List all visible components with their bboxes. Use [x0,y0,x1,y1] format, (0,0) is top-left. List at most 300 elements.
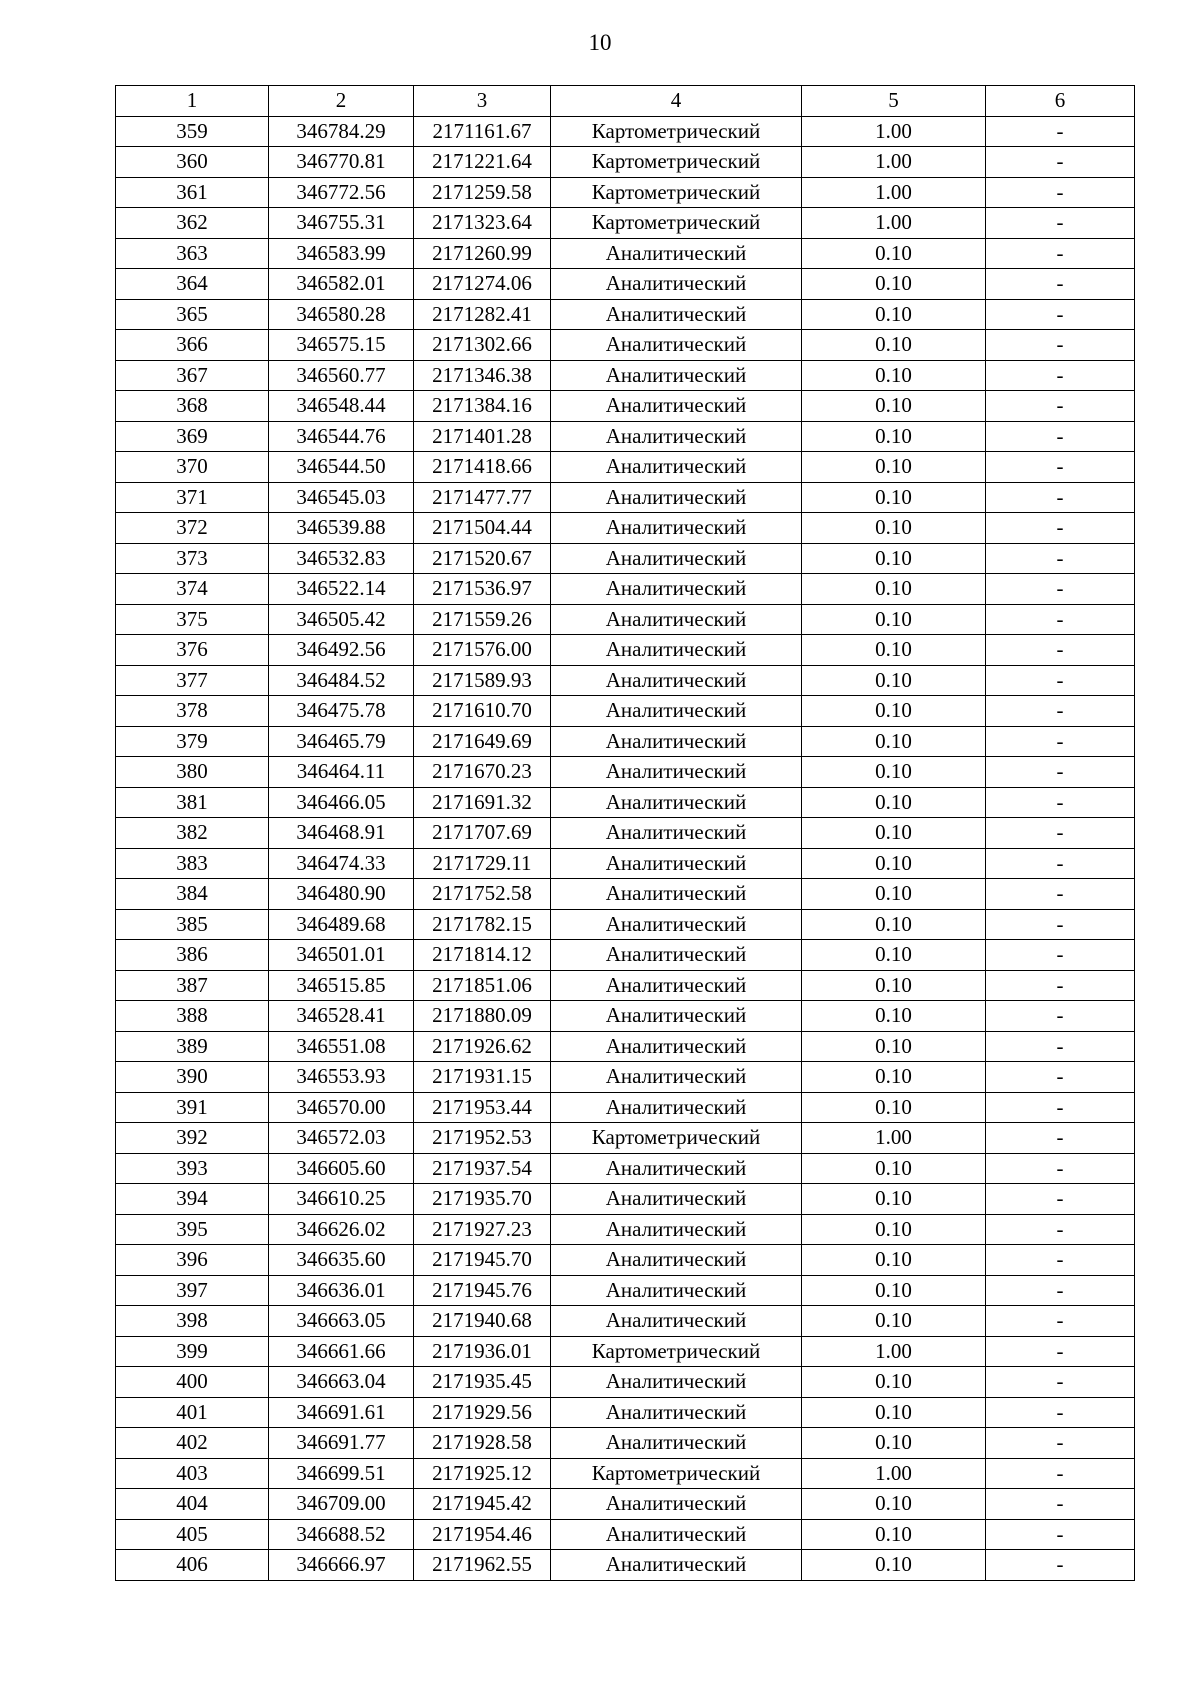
note-cell: - [986,909,1135,940]
method-cell: Аналитический [551,1275,802,1306]
table-row [116,1489,1135,1520]
x-coordinate-cell: 346551.08 [269,1031,414,1062]
x-coordinate-cell: 346522.14 [269,574,414,605]
point-number-cell: 378 [116,696,269,727]
x-coordinate-cell: 346770.81 [269,147,414,178]
y-coordinate-cell: 2171670.23 [414,757,551,788]
method-cell: Аналитический [551,1062,802,1093]
method-cell: Аналитический [551,330,802,361]
x-coordinate-cell: 346572.03 [269,1123,414,1154]
y-coordinate-cell: 2171935.45 [414,1367,551,1398]
x-coordinate-cell: 346544.50 [269,452,414,483]
x-coordinate-cell: 346570.00 [269,1092,414,1123]
x-coordinate-cell: 346545.03 [269,482,414,513]
method-cell: Аналитический [551,757,802,788]
note-cell: - [986,238,1135,269]
table-row [116,330,1135,361]
note-cell: - [986,787,1135,818]
note-cell: - [986,604,1135,635]
method-cell: Аналитический [551,269,802,300]
note-cell: - [986,1336,1135,1367]
method-cell: Аналитический [551,1184,802,1215]
accuracy-cell: 0.10 [802,1367,986,1398]
accuracy-cell: 1.00 [802,1336,986,1367]
table-row [116,787,1135,818]
accuracy-cell: 0.10 [802,1245,986,1276]
accuracy-cell: 0.10 [802,421,986,452]
header-cell: 3 [414,86,551,117]
x-coordinate-cell: 346492.56 [269,635,414,666]
y-coordinate-cell: 2171962.55 [414,1550,551,1581]
point-number-cell: 386 [116,940,269,971]
point-number-cell: 395 [116,1214,269,1245]
accuracy-cell: 1.00 [802,1123,986,1154]
table-row [116,238,1135,269]
y-coordinate-cell: 2171520.67 [414,543,551,574]
point-number-cell: 367 [116,360,269,391]
table-row [116,360,1135,391]
x-coordinate-cell: 346548.44 [269,391,414,422]
method-cell: Картометрический [551,1458,802,1489]
accuracy-cell: 0.10 [802,360,986,391]
point-number-cell: 385 [116,909,269,940]
y-coordinate-cell: 2171929.56 [414,1397,551,1428]
header-cell: 4 [551,86,802,117]
x-coordinate-cell: 346465.79 [269,726,414,757]
y-coordinate-cell: 2171707.69 [414,818,551,849]
note-cell: - [986,818,1135,849]
y-coordinate-cell: 2171729.11 [414,848,551,879]
y-coordinate-cell: 2171610.70 [414,696,551,727]
point-number-cell: 406 [116,1550,269,1581]
method-cell: Аналитический [551,1489,802,1520]
table-row [116,696,1135,727]
header-cell: 1 [116,86,269,117]
point-number-cell: 362 [116,208,269,239]
y-coordinate-cell: 2171945.42 [414,1489,551,1520]
x-coordinate-cell: 346539.88 [269,513,414,544]
table-row [116,1123,1135,1154]
method-cell: Аналитический [551,543,802,574]
point-number-cell: 392 [116,1123,269,1154]
table-row [116,421,1135,452]
y-coordinate-cell: 2171691.32 [414,787,551,818]
y-coordinate-cell: 2171814.12 [414,940,551,971]
accuracy-cell: 0.10 [802,787,986,818]
accuracy-cell: 0.10 [802,1275,986,1306]
x-coordinate-cell: 346663.05 [269,1306,414,1337]
y-coordinate-cell: 2171589.93 [414,665,551,696]
table-header [116,86,1135,117]
point-number-cell: 391 [116,1092,269,1123]
method-cell: Картометрический [551,1336,802,1367]
note-cell: - [986,1367,1135,1398]
note-cell: - [986,360,1135,391]
x-coordinate-cell: 346661.66 [269,1336,414,1367]
accuracy-cell: 0.10 [802,299,986,330]
y-coordinate-cell: 2171384.16 [414,391,551,422]
note-cell: - [986,269,1135,300]
note-cell: - [986,1153,1135,1184]
method-cell: Аналитический [551,574,802,605]
method-cell: Аналитический [551,1153,802,1184]
accuracy-cell: 0.10 [802,757,986,788]
table-row [116,635,1135,666]
y-coordinate-cell: 2171282.41 [414,299,551,330]
x-coordinate-cell: 346480.90 [269,879,414,910]
point-number-cell: 377 [116,665,269,696]
x-coordinate-cell: 346691.77 [269,1428,414,1459]
x-coordinate-cell: 346464.11 [269,757,414,788]
method-cell: Аналитический [551,635,802,666]
table-row [116,604,1135,635]
header-cell: 5 [802,86,986,117]
accuracy-cell: 0.10 [802,1428,986,1459]
x-coordinate-cell: 346484.52 [269,665,414,696]
note-cell: - [986,726,1135,757]
x-coordinate-cell: 346505.42 [269,604,414,635]
note-cell: - [986,1458,1135,1489]
accuracy-cell: 0.10 [802,1489,986,1520]
header-row [116,86,1135,117]
note-cell: - [986,970,1135,1001]
x-coordinate-cell: 346474.33 [269,848,414,879]
method-cell: Аналитический [551,391,802,422]
note-cell: - [986,391,1135,422]
method-cell: Картометрический [551,147,802,178]
y-coordinate-cell: 2171952.53 [414,1123,551,1154]
y-coordinate-cell: 2171936.01 [414,1336,551,1367]
y-coordinate-cell: 2171925.12 [414,1458,551,1489]
note-cell: - [986,1489,1135,1520]
accuracy-cell: 0.10 [802,1519,986,1550]
accuracy-cell: 0.10 [802,848,986,879]
y-coordinate-cell: 2171504.44 [414,513,551,544]
note-cell: - [986,1519,1135,1550]
method-cell: Аналитический [551,665,802,696]
table-row [116,574,1135,605]
point-number-cell: 383 [116,848,269,879]
y-coordinate-cell: 2171937.54 [414,1153,551,1184]
table-row [116,482,1135,513]
table-row [116,147,1135,178]
y-coordinate-cell: 2171880.09 [414,1001,551,1032]
method-cell: Аналитический [551,1397,802,1428]
note-cell: - [986,940,1135,971]
x-coordinate-cell: 346468.91 [269,818,414,849]
point-number-cell: 374 [116,574,269,605]
coordinates-table [115,85,1135,1581]
table-row [116,513,1135,544]
y-coordinate-cell: 2171945.76 [414,1275,551,1306]
x-coordinate-cell: 346553.93 [269,1062,414,1093]
x-coordinate-cell: 346560.77 [269,360,414,391]
x-coordinate-cell: 346532.83 [269,543,414,574]
y-coordinate-cell: 2171302.66 [414,330,551,361]
accuracy-cell: 0.10 [802,1214,986,1245]
point-number-cell: 368 [116,391,269,422]
accuracy-cell: 0.10 [802,391,986,422]
x-coordinate-cell: 346583.99 [269,238,414,269]
point-number-cell: 402 [116,1428,269,1459]
method-cell: Аналитический [551,1031,802,1062]
note-cell: - [986,482,1135,513]
point-number-cell: 363 [116,238,269,269]
x-coordinate-cell: 346691.61 [269,1397,414,1428]
accuracy-cell: 0.10 [802,1397,986,1428]
x-coordinate-cell: 346666.97 [269,1550,414,1581]
method-cell: Аналитический [551,848,802,879]
note-cell: - [986,1184,1135,1215]
y-coordinate-cell: 2171259.58 [414,177,551,208]
table-row [116,1275,1135,1306]
page-number: 10 [588,30,612,55]
accuracy-cell: 0.10 [802,1092,986,1123]
method-cell: Картометрический [551,1123,802,1154]
x-coordinate-cell: 346784.29 [269,116,414,147]
method-cell: Аналитический [551,1550,802,1581]
method-cell: Аналитический [551,299,802,330]
x-coordinate-cell: 346772.56 [269,177,414,208]
point-number-cell: 380 [116,757,269,788]
x-coordinate-cell: 346580.28 [269,299,414,330]
point-number-cell: 375 [116,604,269,635]
note-cell: - [986,574,1135,605]
header-cell: 2 [269,86,414,117]
method-cell: Аналитический [551,238,802,269]
point-number-cell: 372 [116,513,269,544]
x-coordinate-cell: 346605.60 [269,1153,414,1184]
method-cell: Аналитический [551,360,802,391]
note-cell: - [986,1214,1135,1245]
y-coordinate-cell: 2171928.58 [414,1428,551,1459]
point-number-cell: 405 [116,1519,269,1550]
table-row [116,1153,1135,1184]
point-number-cell: 364 [116,269,269,300]
accuracy-cell: 0.10 [802,1001,986,1032]
method-cell: Аналитический [551,940,802,971]
table-row [116,1031,1135,1062]
point-number-cell: 381 [116,787,269,818]
point-number-cell: 382 [116,818,269,849]
table-row [116,970,1135,1001]
note-cell: - [986,635,1135,666]
point-number-cell: 376 [116,635,269,666]
point-number-cell: 387 [116,970,269,1001]
method-cell: Аналитический [551,1214,802,1245]
note-cell: - [986,116,1135,147]
method-cell: Картометрический [551,208,802,239]
point-number-cell: 360 [116,147,269,178]
y-coordinate-cell: 2171260.99 [414,238,551,269]
note-cell: - [986,1245,1135,1276]
y-coordinate-cell: 2171536.97 [414,574,551,605]
method-cell: Аналитический [551,1092,802,1123]
y-coordinate-cell: 2171161.67 [414,116,551,147]
table-row [116,1367,1135,1398]
note-cell: - [986,1397,1135,1428]
y-coordinate-cell: 2171221.64 [414,147,551,178]
x-coordinate-cell: 346699.51 [269,1458,414,1489]
y-coordinate-cell: 2171274.06 [414,269,551,300]
point-number-cell: 388 [116,1001,269,1032]
accuracy-cell: 0.10 [802,909,986,940]
accuracy-cell: 0.10 [802,726,986,757]
method-cell: Аналитический [551,513,802,544]
point-number-cell: 370 [116,452,269,483]
point-number-cell: 390 [116,1062,269,1093]
y-coordinate-cell: 2171935.70 [414,1184,551,1215]
x-coordinate-cell: 346635.60 [269,1245,414,1276]
table-row [116,1184,1135,1215]
method-cell: Аналитический [551,696,802,727]
method-cell: Аналитический [551,452,802,483]
method-cell: Аналитический [551,482,802,513]
note-cell: - [986,757,1135,788]
point-number-cell: 379 [116,726,269,757]
accuracy-cell: 1.00 [802,177,986,208]
x-coordinate-cell: 346466.05 [269,787,414,818]
header-cell: 6 [986,86,1135,117]
table-row [116,909,1135,940]
point-number-cell: 394 [116,1184,269,1215]
point-number-cell: 384 [116,879,269,910]
y-coordinate-cell: 2171782.15 [414,909,551,940]
note-cell: - [986,1092,1135,1123]
note-cell: - [986,513,1135,544]
note-cell: - [986,1001,1135,1032]
table-row [116,848,1135,879]
method-cell: Аналитический [551,879,802,910]
table-row [116,1092,1135,1123]
note-cell: - [986,1275,1135,1306]
y-coordinate-cell: 2171953.44 [414,1092,551,1123]
y-coordinate-cell: 2171649.69 [414,726,551,757]
note-cell: - [986,421,1135,452]
method-cell: Картометрический [551,116,802,147]
accuracy-cell: 1.00 [802,147,986,178]
y-coordinate-cell: 2171926.62 [414,1031,551,1062]
point-number-cell: 401 [116,1397,269,1428]
method-cell: Аналитический [551,1428,802,1459]
method-cell: Аналитический [551,421,802,452]
table-row [116,726,1135,757]
accuracy-cell: 0.10 [802,1306,986,1337]
note-cell: - [986,208,1135,239]
table-row [116,1458,1135,1489]
note-cell: - [986,1062,1135,1093]
note-cell: - [986,696,1135,727]
y-coordinate-cell: 2171477.77 [414,482,551,513]
method-cell: Аналитический [551,909,802,940]
y-coordinate-cell: 2171323.64 [414,208,551,239]
point-number-cell: 373 [116,543,269,574]
point-number-cell: 361 [116,177,269,208]
table-row [116,208,1135,239]
table-row [116,757,1135,788]
y-coordinate-cell: 2171576.00 [414,635,551,666]
y-coordinate-cell: 2171851.06 [414,970,551,1001]
y-coordinate-cell: 2171559.26 [414,604,551,635]
x-coordinate-cell: 346626.02 [269,1214,414,1245]
x-coordinate-cell: 346489.68 [269,909,414,940]
table-row [116,1214,1135,1245]
accuracy-cell: 0.10 [802,1153,986,1184]
table-body [116,116,1135,1580]
table-row [116,1428,1135,1459]
point-number-cell: 393 [116,1153,269,1184]
accuracy-cell: 1.00 [802,1458,986,1489]
table-row [116,1306,1135,1337]
x-coordinate-cell: 346636.01 [269,1275,414,1306]
point-number-cell: 399 [116,1336,269,1367]
note-cell: - [986,1428,1135,1459]
x-coordinate-cell: 346528.41 [269,1001,414,1032]
table-row [116,665,1135,696]
method-cell: Картометрический [551,177,802,208]
y-coordinate-cell: 2171346.38 [414,360,551,391]
note-cell: - [986,665,1135,696]
table-row [116,452,1135,483]
accuracy-cell: 0.10 [802,513,986,544]
table-row [116,1519,1135,1550]
table-row [116,1550,1135,1581]
note-cell: - [986,452,1135,483]
accuracy-cell: 0.10 [802,543,986,574]
accuracy-cell: 0.10 [802,482,986,513]
accuracy-cell: 0.10 [802,452,986,483]
accuracy-cell: 1.00 [802,208,986,239]
method-cell: Аналитический [551,1001,802,1032]
method-cell: Аналитический [551,1367,802,1398]
table-row [116,818,1135,849]
accuracy-cell: 0.10 [802,1062,986,1093]
y-coordinate-cell: 2171401.28 [414,421,551,452]
table-row [116,391,1135,422]
y-coordinate-cell: 2171927.23 [414,1214,551,1245]
method-cell: Аналитический [551,1519,802,1550]
table-row [116,940,1135,971]
x-coordinate-cell: 346575.15 [269,330,414,361]
point-number-cell: 403 [116,1458,269,1489]
accuracy-cell: 0.10 [802,269,986,300]
point-number-cell: 400 [116,1367,269,1398]
table-row [116,1245,1135,1276]
accuracy-cell: 0.10 [802,574,986,605]
accuracy-cell: 0.10 [802,970,986,1001]
x-coordinate-cell: 346544.76 [269,421,414,452]
table-row [116,116,1135,147]
method-cell: Аналитический [551,1245,802,1276]
accuracy-cell: 1.00 [802,116,986,147]
table-row [116,1062,1135,1093]
table-row [116,1336,1135,1367]
x-coordinate-cell: 346663.04 [269,1367,414,1398]
point-number-cell: 366 [116,330,269,361]
note-cell: - [986,1306,1135,1337]
table-row [116,1001,1135,1032]
table-row [116,543,1135,574]
note-cell: - [986,848,1135,879]
accuracy-cell: 0.10 [802,696,986,727]
note-cell: - [986,543,1135,574]
y-coordinate-cell: 2171931.15 [414,1062,551,1093]
note-cell: - [986,177,1135,208]
method-cell: Аналитический [551,787,802,818]
accuracy-cell: 0.10 [802,1031,986,1062]
accuracy-cell: 0.10 [802,665,986,696]
accuracy-cell: 0.10 [802,604,986,635]
